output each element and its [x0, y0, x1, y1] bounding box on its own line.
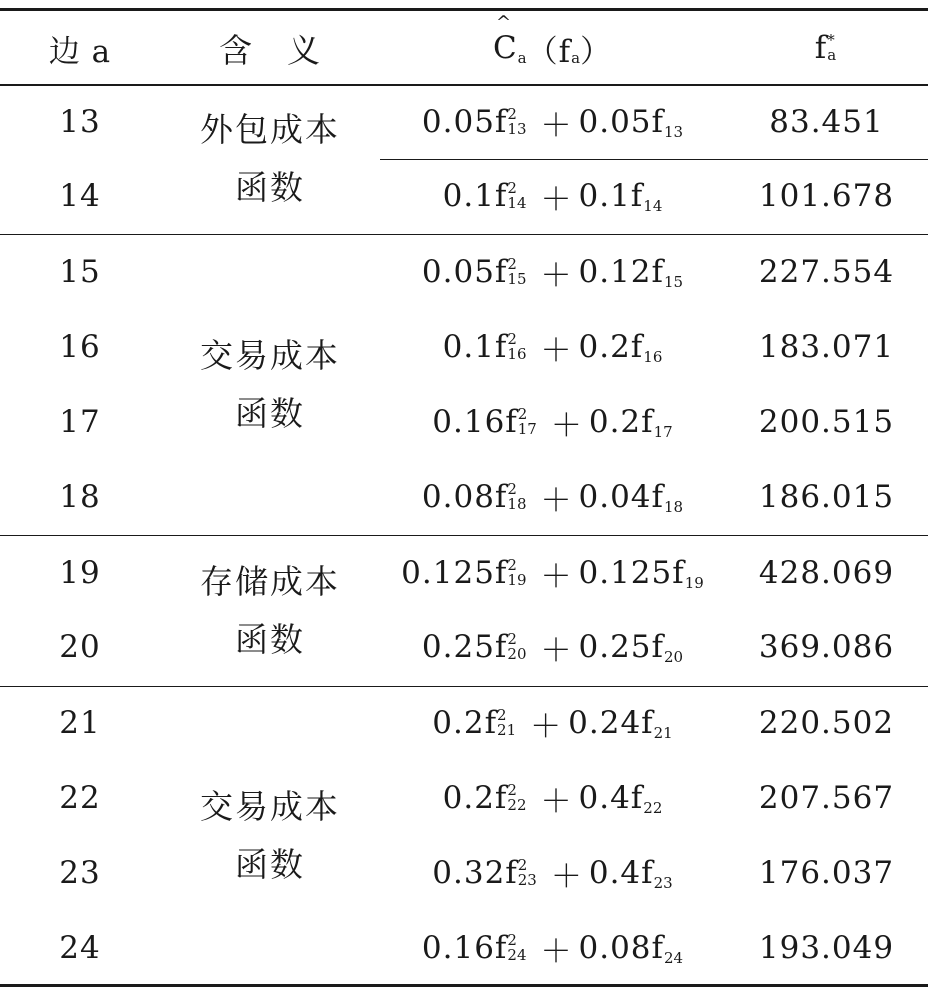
coef-linear: 0.25f — [578, 629, 664, 665]
subscript: 15 — [507, 270, 527, 288]
exponent: 2 — [507, 255, 517, 273]
index-stack — [507, 632, 526, 662]
optimal-flow-cell: 186.015 — [758, 479, 895, 515]
subscript-linear: 18 — [664, 498, 684, 516]
cost-function-cell — [380, 461, 725, 533]
plus-sign: ＋ — [540, 181, 573, 218]
optimal-flow-cell: 227.554 — [758, 254, 895, 290]
optimal-flow-cell: 193.049 — [758, 930, 895, 966]
header-opt-main: f — [814, 30, 828, 66]
exponent: 2 — [507, 781, 517, 799]
group-2-line2: 函数 — [235, 394, 305, 433]
cost-function-cell — [380, 611, 725, 683]
subscript: 14 — [507, 194, 527, 212]
plus-sign: ＋ — [540, 783, 573, 820]
optimal-flow-cell: 101.678 — [758, 178, 895, 214]
optimal-flow-cell: 176.037 — [758, 855, 895, 891]
exponent: 2 — [507, 480, 517, 498]
subscript-linear: 23 — [653, 874, 673, 892]
coef-linear: 0.05f — [578, 104, 664, 140]
header-opt-sup: * — [827, 31, 835, 49]
edge-cell: 21 — [59, 705, 101, 741]
coef-quadratic: 0.32f — [432, 855, 518, 891]
subscript-linear: 22 — [643, 799, 663, 817]
coef-quadratic: 0.08f — [421, 479, 508, 515]
group-1-rule — [0, 234, 928, 235]
subscript: 21 — [497, 721, 517, 739]
cost-function-cell — [380, 311, 725, 383]
subscript: 18 — [507, 495, 527, 513]
coef-linear: 0.125f — [578, 555, 685, 591]
group-3-meaning — [160, 553, 380, 669]
header-func-arg-close: ） — [580, 33, 613, 70]
subscript-linear: 16 — [643, 348, 663, 366]
coef-quadratic: 0.1f — [442, 329, 508, 365]
coef-linear: 0.12f — [578, 254, 664, 290]
header-opt-stack — [827, 33, 836, 63]
subscript-linear: 19 — [684, 574, 704, 592]
plus-sign: ＋ — [540, 482, 573, 519]
cost-function-cell — [380, 687, 725, 759]
index-stack — [507, 257, 526, 287]
header-func-arg-sub: a — [571, 49, 581, 67]
coef-quadratic: 0.125f — [401, 555, 508, 591]
coef-quadratic: 0.16f — [421, 930, 508, 966]
index-stack — [507, 482, 526, 512]
edge-cell: 17 — [59, 404, 101, 440]
exponent: 2 — [507, 556, 517, 574]
group-1-line1: 外包成本 — [200, 110, 340, 149]
plus-sign: ＋ — [540, 632, 573, 669]
top-rule — [0, 8, 928, 11]
coef-linear: 0.2f — [588, 404, 654, 440]
group-2-line1: 交易成本 — [200, 336, 340, 375]
optimal-flow-cell: 220.502 — [758, 705, 895, 741]
coef-linear: 0.04f — [578, 479, 664, 515]
coef-quadratic: 0.25f — [421, 629, 508, 665]
index-stack — [507, 783, 526, 813]
cost-function-cell — [380, 386, 725, 458]
header-optimum — [725, 12, 928, 84]
group-1-line2: 函数 — [235, 168, 305, 207]
index-stack — [507, 107, 526, 137]
exponent: 2 — [507, 330, 517, 348]
coef-linear: 0.2f — [578, 329, 644, 365]
group-4-line2: 函数 — [235, 845, 305, 884]
cost-function-cell — [380, 160, 725, 232]
index-stack — [507, 332, 526, 362]
edge-cell: 16 — [59, 329, 101, 365]
group-3-line1: 存储成本 — [200, 562, 340, 601]
exponent: 2 — [507, 179, 517, 197]
subscript: 17 — [517, 420, 537, 438]
subscript-linear: 21 — [653, 724, 673, 742]
plus-sign: ＋ — [540, 558, 573, 595]
optimal-flow-cell: 200.515 — [758, 404, 895, 440]
header-func-arg-open: （f — [526, 33, 572, 70]
group-4-line1: 交易成本 — [200, 787, 340, 826]
edge-cell: 18 — [59, 479, 101, 515]
group-1-meaning — [160, 101, 380, 217]
index-stack — [507, 558, 526, 588]
edge-cell: 19 — [59, 555, 101, 591]
group-4-meaning — [160, 778, 380, 894]
subscript-linear: 14 — [643, 197, 663, 215]
optimal-flow-cell: 207.567 — [758, 780, 895, 816]
optimal-flow-cell: 183.071 — [758, 329, 895, 365]
coef-quadratic: 0.2f — [432, 705, 498, 741]
coef-linear: 0.4f — [578, 780, 644, 816]
cost-function-cell — [380, 537, 725, 609]
plus-sign: ＋ — [550, 407, 583, 444]
exponent: 2 — [517, 405, 528, 423]
subscript: 20 — [507, 645, 527, 663]
cost-function-cell — [380, 86, 725, 158]
subscript-linear: 15 — [664, 273, 684, 291]
header-func-sub: a — [517, 49, 527, 67]
edge-cell: 24 — [59, 930, 101, 966]
bottom-rule — [0, 984, 928, 987]
index-stack — [518, 407, 537, 437]
subscript-linear: 17 — [653, 423, 673, 441]
exponent: 2 — [507, 630, 517, 648]
exponent: 2 — [517, 856, 528, 874]
cost-function-cell — [380, 236, 725, 308]
subscript: 22 — [507, 796, 527, 814]
group-3-line2: 函数 — [235, 620, 305, 659]
subscript: 24 — [507, 946, 527, 964]
edge-cell: 15 — [59, 254, 101, 290]
cost-function-cell — [380, 912, 725, 984]
header-edge: 边 a — [48, 33, 112, 70]
header-func-main: ^ C — [493, 30, 518, 66]
index-stack — [518, 858, 537, 888]
edge-cell: 14 — [59, 178, 101, 214]
edge-cell: 13 — [59, 104, 101, 140]
exponent: 2 — [497, 706, 507, 724]
subscript: 19 — [507, 571, 527, 589]
coef-quadratic: 0.05f — [421, 104, 508, 140]
plus-sign: ＋ — [550, 858, 583, 895]
coef-quadratic: 0.05f — [421, 254, 508, 290]
header-function — [380, 12, 725, 84]
coef-quadratic: 0.1f — [442, 178, 508, 214]
header-meaning: 含 义 — [219, 30, 321, 70]
optimal-flow-cell: 369.086 — [758, 629, 895, 665]
coef-linear: 0.08f — [578, 930, 664, 966]
exponent: 2 — [507, 105, 517, 123]
subscript-linear: 13 — [664, 123, 684, 141]
plus-sign: ＋ — [540, 257, 573, 294]
cost-function-cell — [380, 837, 725, 909]
edge-cell: 20 — [59, 629, 101, 665]
exponent: 2 — [507, 931, 517, 949]
coef-linear: 0.1f — [578, 178, 644, 214]
group-2-meaning — [160, 327, 380, 443]
index-stack — [497, 708, 516, 738]
coef-linear: 0.4f — [588, 855, 654, 891]
plus-sign: ＋ — [530, 708, 563, 745]
coef-quadratic: 0.2f — [442, 780, 508, 816]
cost-function-cell — [380, 762, 725, 834]
subscript: 23 — [517, 871, 537, 889]
group-2-rule — [0, 535, 928, 536]
edge-cell: 22 — [59, 780, 101, 816]
subscript-linear: 24 — [664, 949, 684, 967]
coef-quadratic: 0.16f — [432, 404, 518, 440]
optimal-flow-cell: 428.069 — [758, 555, 895, 591]
optimal-flow-cell: 83.451 — [769, 104, 884, 140]
plus-sign: ＋ — [540, 332, 573, 369]
subscript-linear: 20 — [664, 648, 684, 666]
index-stack — [507, 933, 526, 963]
plus-sign: ＋ — [540, 107, 573, 144]
header-opt-sub: a — [827, 46, 837, 64]
subscript: 16 — [507, 345, 527, 363]
edge-cell: 23 — [59, 855, 101, 891]
subscript: 13 — [507, 120, 527, 138]
coef-linear: 0.24f — [568, 705, 654, 741]
index-stack — [507, 181, 526, 211]
plus-sign: ＋ — [540, 933, 573, 970]
